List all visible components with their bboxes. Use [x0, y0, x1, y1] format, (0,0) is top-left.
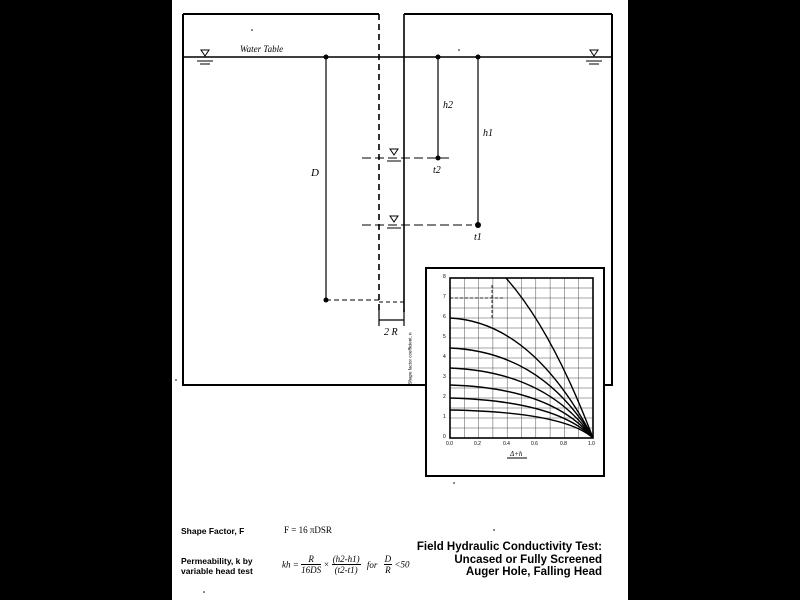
k-frac1-num: R: [301, 554, 321, 565]
t1-label: t1: [474, 232, 482, 243]
shape-factor-label: Shape Factor, F: [181, 526, 245, 536]
figure-title: [417, 541, 602, 579]
inset-x-tick-3: 0.6: [531, 441, 538, 447]
permeability-formula: [282, 554, 410, 575]
k-fraction-1: [301, 554, 321, 575]
permeability-label-line1: Permeability, k by: [181, 556, 253, 566]
auger-hole-walls: [379, 14, 404, 312]
inset-x-axis-label: Δ+h: [510, 450, 523, 458]
inset-y-tick-7: 7: [443, 294, 446, 300]
two-r-label: 2 R: [384, 327, 398, 338]
inset-x-tick-4: 0.8: [560, 441, 567, 447]
permeability-label-line2: variable head test: [181, 565, 253, 576]
k-frac3-den: R: [385, 565, 391, 575]
inset-y-tick-0: 0: [443, 434, 446, 440]
figure-title-line3: Auger Hole, Falling Head: [465, 566, 602, 578]
inset-y-tick-5: 5: [443, 334, 446, 340]
figure-title-line2: Uncased or Fully Screened: [454, 553, 602, 566]
h1-label: h1: [483, 128, 493, 139]
two-r-dimension: [379, 309, 404, 326]
k-frac3-num: D: [384, 554, 392, 564]
k-frac2-den: (t2-t1): [334, 565, 358, 575]
k-for: for: [366, 559, 378, 570]
k-fraction-2: [332, 554, 361, 575]
d-label: D: [311, 167, 319, 179]
inset-y-tick-2: 2: [443, 394, 446, 400]
k-lhs: kh =: [282, 559, 299, 570]
shape-factor-formula: F = 16 πDSR: [284, 525, 332, 535]
inset-x-tick-5: 1.0: [588, 441, 595, 447]
inset-y-tick-4: 4: [443, 354, 446, 360]
k-limit: <50: [394, 559, 410, 570]
inset-y-axis-label: Shape factor coefficient, n: [407, 332, 413, 385]
inset-x-tick-1: 0.2: [474, 441, 481, 447]
inset-y-tick-8: 8: [443, 274, 446, 280]
inset-x-tick-0: 0.0: [446, 441, 453, 447]
inset-y-tick-3: 3: [443, 374, 446, 380]
inset-x-tick-2: 0.4: [503, 441, 510, 447]
figure-title-line1: Field Hydraulic Conductivity Test:: [416, 541, 602, 553]
inset-y-tick-6: 6: [443, 314, 446, 320]
h2-label: h2: [443, 100, 453, 111]
t2-label: t2: [433, 165, 441, 176]
figure-page: [172, 0, 628, 600]
k-frac1-den: 16DS: [301, 565, 322, 575]
k-fraction-3: [384, 554, 393, 575]
permeability-label: [181, 557, 253, 576]
k-times: ×: [323, 559, 330, 570]
water-table-label: Water Table: [240, 44, 284, 54]
inset-y-tick-1: 1: [443, 414, 446, 420]
auger-hole-diagram: [172, 0, 628, 600]
k-frac2-num: (h2-h1): [332, 554, 360, 564]
